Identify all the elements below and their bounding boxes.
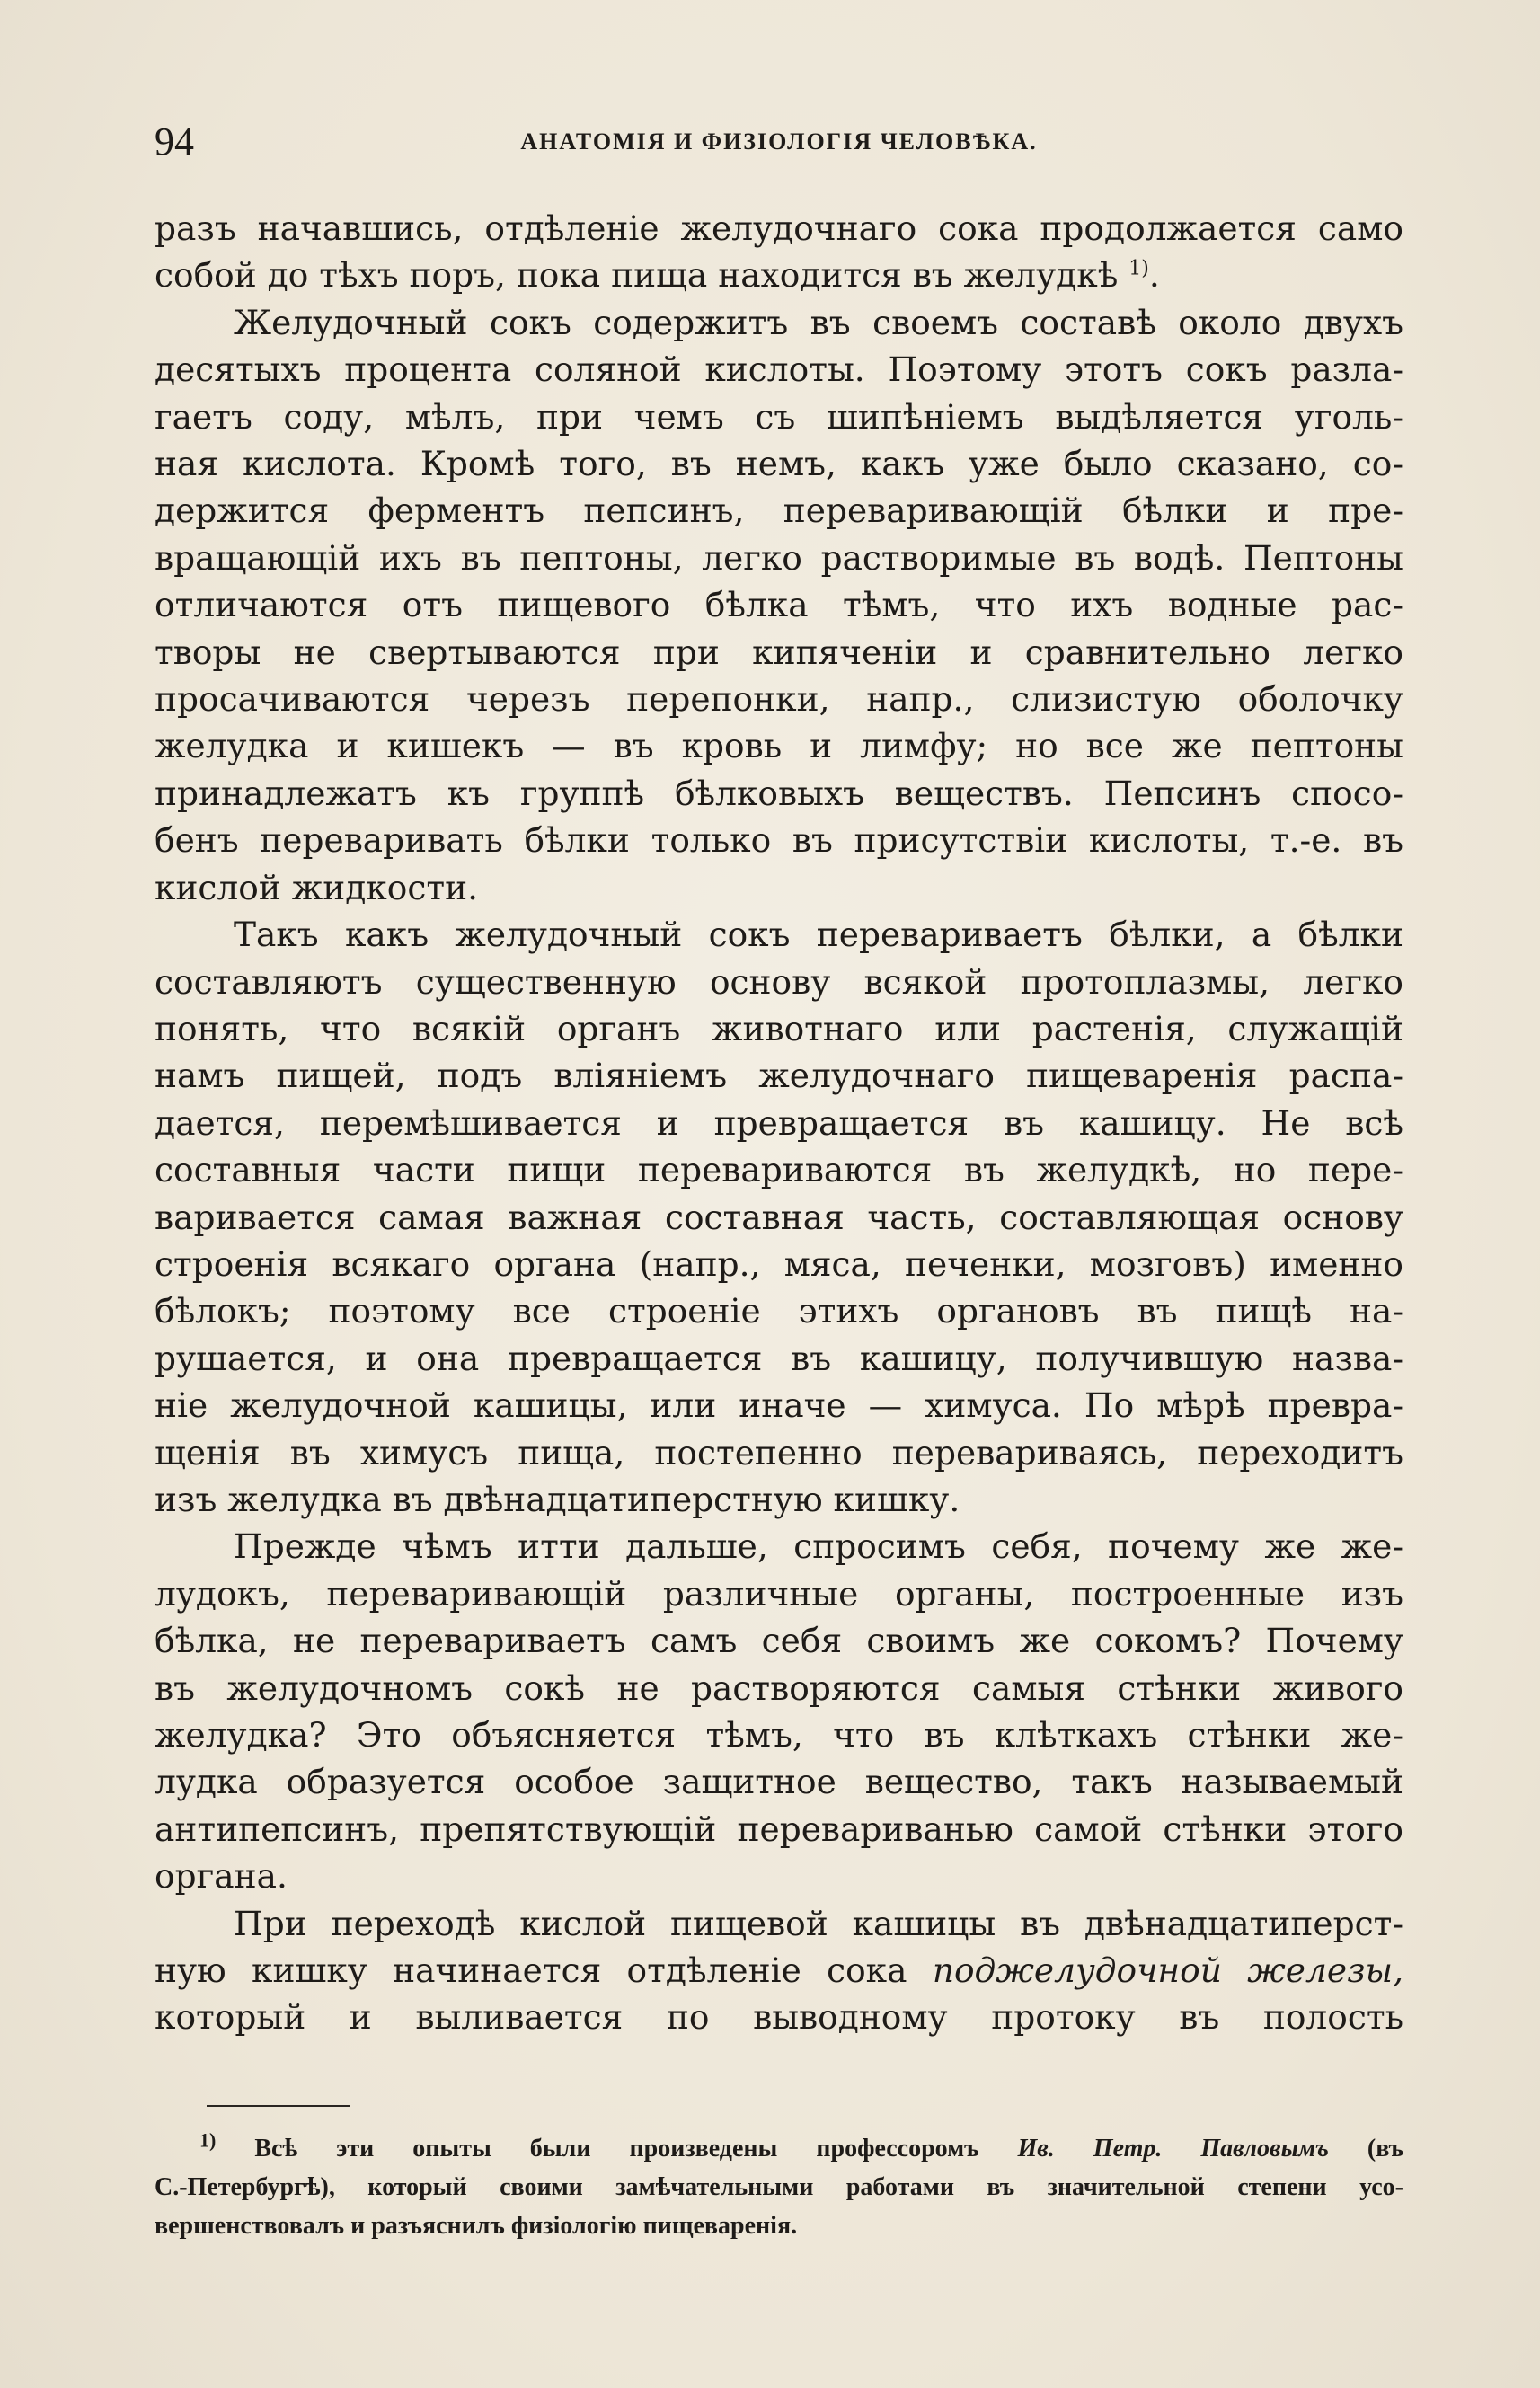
text-line: строенія всякаго органа (напр., мяса, печенки, мозговъ) именно [155, 1243, 1403, 1284]
paragraph-3 [155, 911, 1403, 1523]
footnote-reference: 1) [1128, 257, 1149, 280]
footnote-line: С.-Петербургѣ), который своими замѣчательными работами въ значительной степени усо- [155, 2173, 1403, 2201]
footnote-marker: 1) [199, 2128, 217, 2152]
text-line: въ желудочномъ сокѣ не растворяются самыя стѣнки живого [155, 1667, 1403, 1708]
paragraph-5 [155, 1900, 1403, 2041]
text-line: Прежде чѣмъ итти дальше, спросимъ себя, почему же же- [234, 1526, 1403, 1567]
italic-term: поджелудочной железы, [932, 1950, 1403, 1991]
text-line: рушается, и она превращается въ кашицу, получившую назва- [155, 1338, 1403, 1378]
text-line: держится ферментъ пепсинъ, переваривающій бѣлки и пре- [155, 491, 1403, 531]
footnote-author: Ив. Петр. Павловымъ [1017, 2135, 1329, 2162]
text-line: творы не свертываются при кипяченіи и сравнительно легко [155, 632, 1403, 672]
text-line: намъ пищей, подъ вліяніемъ желудочнаго пищеваренія распа- [155, 1056, 1403, 1096]
text-line: лудка образуется особое защитное вещество, такъ называемый [155, 1762, 1403, 1802]
text-line: принадлежатъ къ группѣ бѣлковыхъ веществъ. Пепсинъ спосо- [155, 773, 1403, 813]
text-line: желудка и кишекъ — въ кровь и лимфу; но все же пептоны [155, 726, 1403, 766]
text-line: ніе желудочной кашицы, или иначе — химуса. По мѣрѣ превра- [155, 1385, 1403, 1426]
text-line: антипепсинъ, препятствующій перевариванью самой стѣнки этого [155, 1809, 1403, 1849]
footnote-line: $^{1)}$ Всѣ эти опыты были произведены профессоромъ Ив. Петр. Павловымъ (въ [199, 2128, 1404, 2162]
text-line: изъ желудка въ двѣнадцатиперстную кишку. [155, 1479, 960, 1519]
page-number: 94 [155, 119, 194, 164]
text-line: варивается самая важная составная часть, составляющая основу [155, 1197, 1403, 1237]
text-line: кислой жидкости. [155, 867, 479, 907]
text-line: При переходѣ кислой пищевой кашицы въ двѣнадцатиперст- [234, 1903, 1403, 1943]
text-line: бѣлокъ; поэтому все строеніе этихъ органовъ въ пищѣ на- [155, 1291, 1403, 1331]
text-line: составляютъ существенную основу всякой протоплазмы, легко [155, 961, 1403, 1002]
page-header [155, 115, 1403, 169]
text-line: десятыхъ процента соляной кислоты. Поэтому этотъ сокъ разла- [155, 349, 1403, 390]
text-line: дается, перемѣшивается и превращается въ кашицу. Не всѣ [155, 1102, 1403, 1143]
text-line: органа. [155, 1856, 288, 1897]
text-line: понять, что всякій органъ животнаго или растенія, служащій [155, 1008, 1403, 1048]
text-line: отличаются отъ пищевого бѣлка тѣмъ, что ихъ водные рас- [155, 585, 1403, 625]
text-line: просачиваются черезъ перепонки, напр., слизистую оболочку [155, 679, 1403, 720]
text-line: бенъ переваривать бѣлки только въ присутствіи кислоты, т.-е. въ [155, 820, 1403, 861]
text-line: Такъ какъ желудочный сокъ перевариваетъ бѣлки, а бѣлки [234, 915, 1403, 955]
text-line: лудокъ, переваривающій различные органы, построенные изъ [155, 1573, 1403, 1614]
paragraph-2 [155, 299, 1403, 911]
text-line: гаетъ соду, мѣлъ, при чемъ съ шипѣніемъ выдѣляется уголь- [155, 396, 1403, 437]
footnote-line: вершенствовалъ и разъяснилъ физіологію пищеваренія. [155, 2212, 798, 2240]
text-line: желудка? Это объясняется тѣмъ, что въ клѣткахъ стѣнки же- [155, 1715, 1403, 1755]
text-line: щенія въ химусъ пища, постепенно перевариваясь, переходитъ [155, 1432, 1403, 1473]
text-line: составныя части пищи перевариваются въ желудкѣ, но пере- [155, 1150, 1403, 1190]
paragraph-4 [155, 1523, 1403, 1899]
text-line: ную кишку начинается отдѣленіе сока поджелудочной железы, [155, 1950, 1403, 1991]
text-line: разъ начавшись, отдѣленіе желудочнаго сока продолжается само [155, 208, 1403, 248]
text-line: бѣлка, не перевариваетъ самъ себя своимъ же сокомъ? Почему [155, 1621, 1403, 1661]
text-line: вращающій ихъ въ пептоны, легко растворимые въ водѣ. Пептоны [155, 537, 1403, 578]
paragraph-1 [155, 205, 1403, 299]
text-line: Желудочный сокъ содержитъ въ своемъ составѣ около двухъ [234, 302, 1403, 342]
main-text [155, 205, 1403, 2041]
footnote [155, 2129, 1403, 2245]
text-line: собой до тѣхъ поръ, пока пища находится въ желудкѣ $^{1)}$. [155, 255, 1160, 296]
footnote-separator [207, 2105, 350, 2107]
running-title: АНАТОМІЯ И ФИЗІОЛОГІЯ ЧЕЛОВѢКА. [520, 128, 1038, 155]
text-line: ная кислота. Кромѣ того, въ немъ, какъ уже было сказано, со- [155, 444, 1403, 484]
text-line: который и выливается по выводному протоку въ полость [155, 1997, 1403, 2038]
